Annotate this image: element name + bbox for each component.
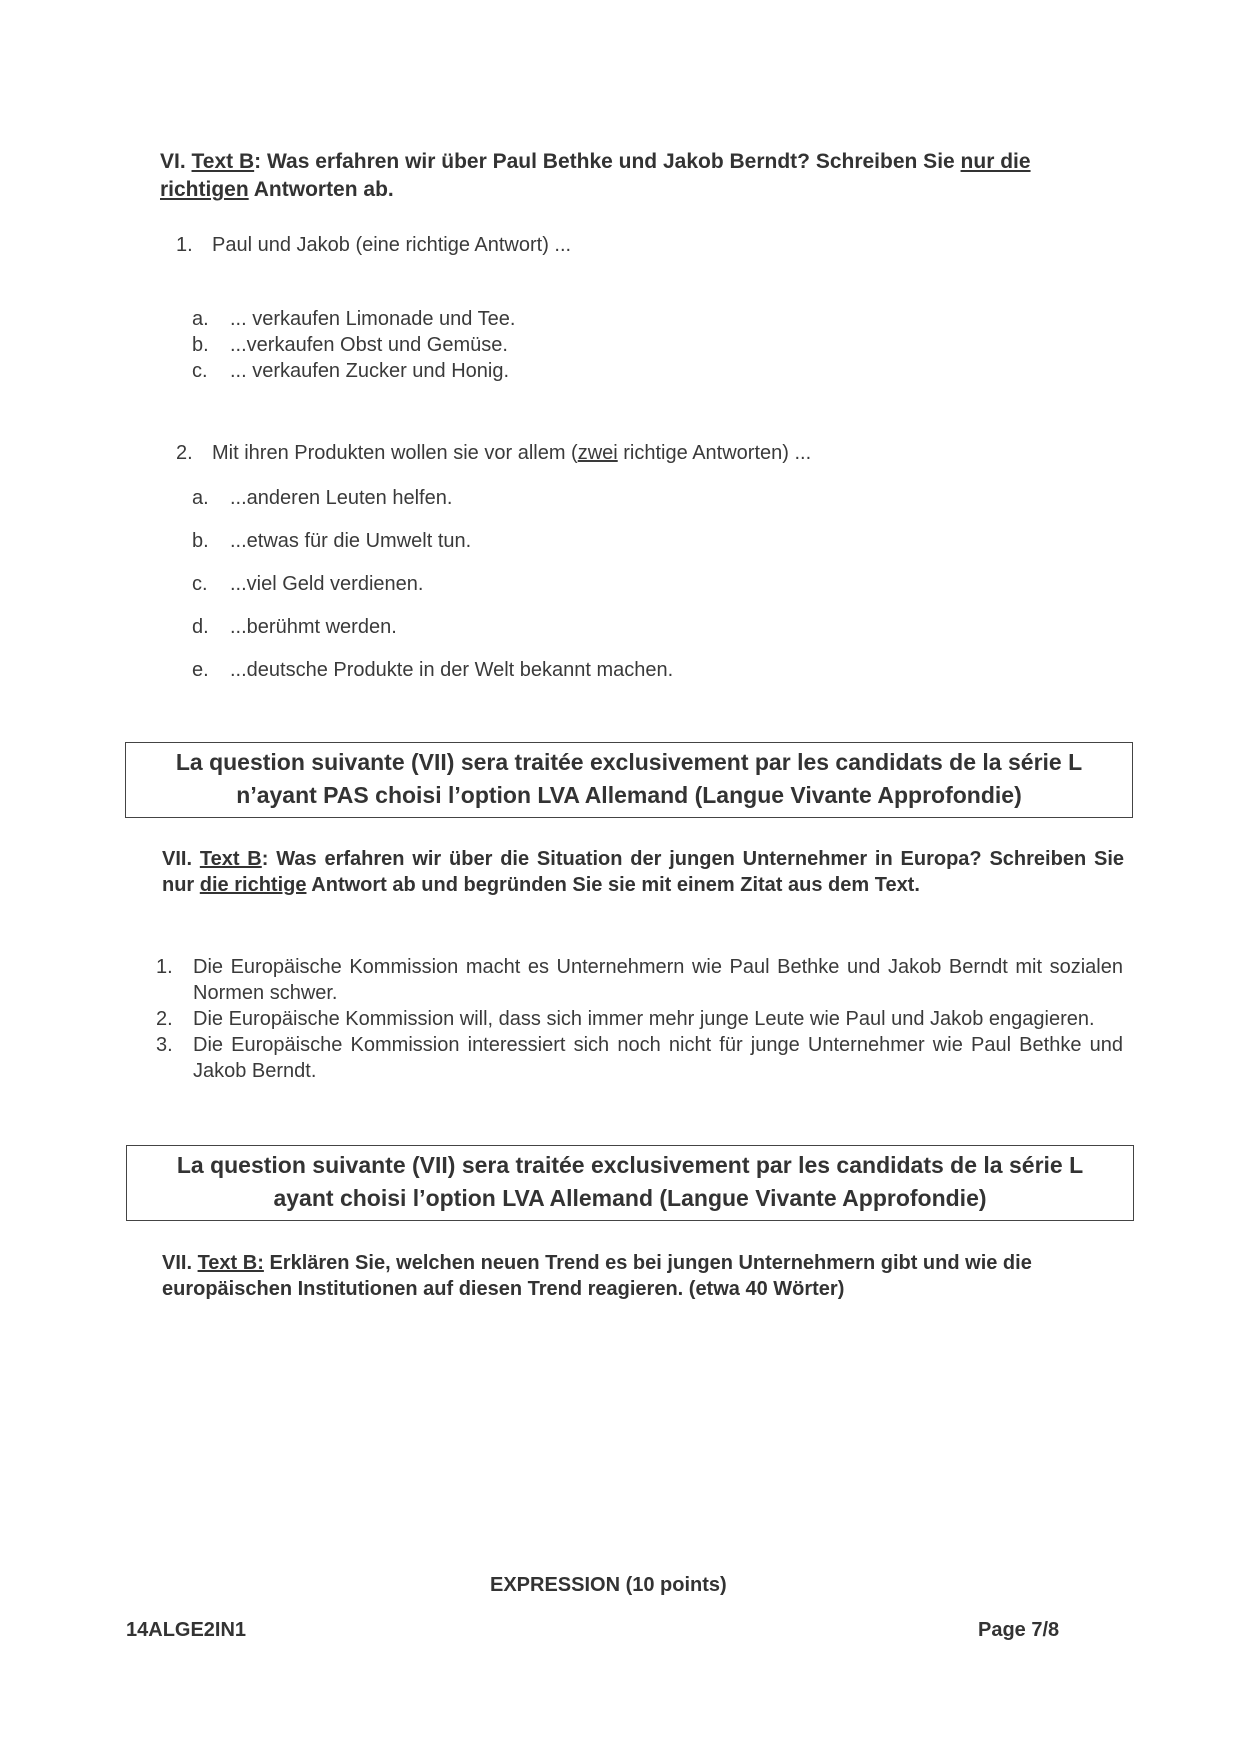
q6-item1-option-b	[192, 332, 508, 358]
option-label: b.	[192, 334, 209, 356]
q7a-option-2	[156, 1006, 1123, 1032]
q7a-prefix: VII.	[162, 848, 193, 870]
notice-line-2: n’ayant PAS choisi l’option LVA Allemand (Langue Vivante Approfondie)	[236, 782, 1022, 808]
q7b-main: Erklären Sie, welchen neuen Trend es bei jungen Unternehmern gibt und wie die europäischen Institutionen auf diesen Trend reagieren. (etwa 40 Wörter)	[162, 1252, 1032, 1300]
option-text: ...verkaufen Obst und Gemüse.	[230, 334, 508, 356]
q6-item2-text-after: richtige Antworten) ...	[617, 442, 812, 464]
q6-item2-option-a	[192, 485, 452, 511]
q6-text-ref: Text B	[191, 150, 255, 173]
q6-title-main: : Was erfahren wir über Paul Bethke und Jakob Berndt? Schreiben Sie	[254, 150, 961, 173]
q6-item2-option-b	[192, 528, 471, 554]
option-label: b.	[192, 530, 209, 552]
q7b-text-ref: Text B:	[197, 1252, 264, 1274]
q7a-title	[162, 846, 1124, 898]
q6-item1-number: 1.	[176, 234, 193, 256]
q7a-option-3	[156, 1032, 1123, 1084]
q6-item1	[176, 234, 571, 257]
q6-title-underlined: nur die richtigen	[160, 150, 1031, 201]
q6-item2-number: 2.	[176, 442, 193, 464]
q6-title	[160, 148, 1125, 204]
q6-item2-option-e	[192, 657, 673, 683]
q6-item1-option-c	[192, 358, 509, 384]
option-label: c.	[192, 573, 208, 595]
q7a-option-1	[156, 954, 1123, 1006]
notice-box-lva	[126, 1145, 1134, 1221]
option-label: c.	[192, 360, 208, 382]
option-text: ...etwas für die Umwelt tun.	[230, 530, 472, 552]
q7a-text-ref: Text B	[199, 848, 262, 870]
option-label: e.	[192, 659, 209, 681]
q7a-main: : Was erfahren wir über die Situation der jungen Unternehmer in Europa? Schreiben Sie nur	[162, 848, 1125, 896]
notice-line-2: ayant choisi l’option LVA Allemand (Langue Vivante Approfondie)	[273, 1185, 987, 1211]
q6-prefix: VI.	[160, 150, 186, 173]
q6-item2	[176, 442, 811, 465]
q7a-options	[156, 954, 1123, 1084]
option-label: a.	[192, 487, 209, 509]
q7a-end: Antwort ab und begründen Sie sie mit einem Zitat aus dem Text.	[306, 874, 920, 896]
document-code: 14ALGE2IN1	[126, 1619, 247, 1641]
q6-item2-option-d	[192, 614, 397, 640]
option-label: d.	[192, 616, 209, 638]
notice-line-1: La question suivante (VII) sera traitée exclusivement par les candidats de la série L	[176, 1152, 1084, 1178]
option-text: ...berühmt werden.	[230, 616, 397, 638]
q7b-prefix: VII.	[162, 1252, 193, 1274]
option-label: a.	[192, 308, 209, 330]
expression-heading: EXPRESSION (10 points)	[490, 1574, 727, 1596]
option-text: ...viel Geld verdienen.	[230, 573, 424, 595]
option-text: ...deutsche Produkte in der Welt bekannt machen.	[230, 659, 674, 681]
option-text: Die Europäische Kommission will, dass sich immer mehr junge Leute wie Paul und Jakob engagieren.	[193, 1008, 1095, 1030]
option-text: Die Europäische Kommission macht es Unternehmern wie Paul Bethke und Jakob Berndt mit sozialen Normen schwer.	[193, 956, 1123, 1004]
notice-box-non-lva	[125, 742, 1133, 818]
q6-item2-option-c	[192, 571, 423, 597]
q6-title-end: Antworten ab.	[248, 178, 394, 201]
option-text: ... verkaufen Limonade und Tee.	[230, 308, 516, 330]
q6-item1-option-a	[192, 306, 515, 332]
q7b-title	[162, 1250, 1124, 1302]
option-number: 2.	[156, 1008, 173, 1030]
q7a-underlined: die richtige	[199, 874, 307, 896]
notice-line-1: La question suivante (VII) sera traitée exclusivement par les candidats de la série L	[175, 749, 1083, 775]
option-text: ...anderen Leuten helfen.	[230, 487, 453, 509]
q6-item2-text-before: Mit ihren Produkten wollen sie vor allem (	[212, 442, 578, 464]
option-text: Die Europäische Kommission interessiert sich noch nicht für junge Unternehmer wie Paul Bethke und Jakob Berndt.	[193, 1034, 1123, 1082]
q6-item2-text-underlined: zwei	[577, 442, 618, 464]
option-text: ... verkaufen Zucker und Honig.	[230, 360, 510, 382]
q6-item1-text: Paul und Jakob (eine richtige Antwort) ...	[212, 234, 572, 256]
page-number: Page 7/8	[978, 1619, 1060, 1641]
option-number: 1.	[156, 956, 173, 978]
option-number: 3.	[156, 1034, 173, 1056]
